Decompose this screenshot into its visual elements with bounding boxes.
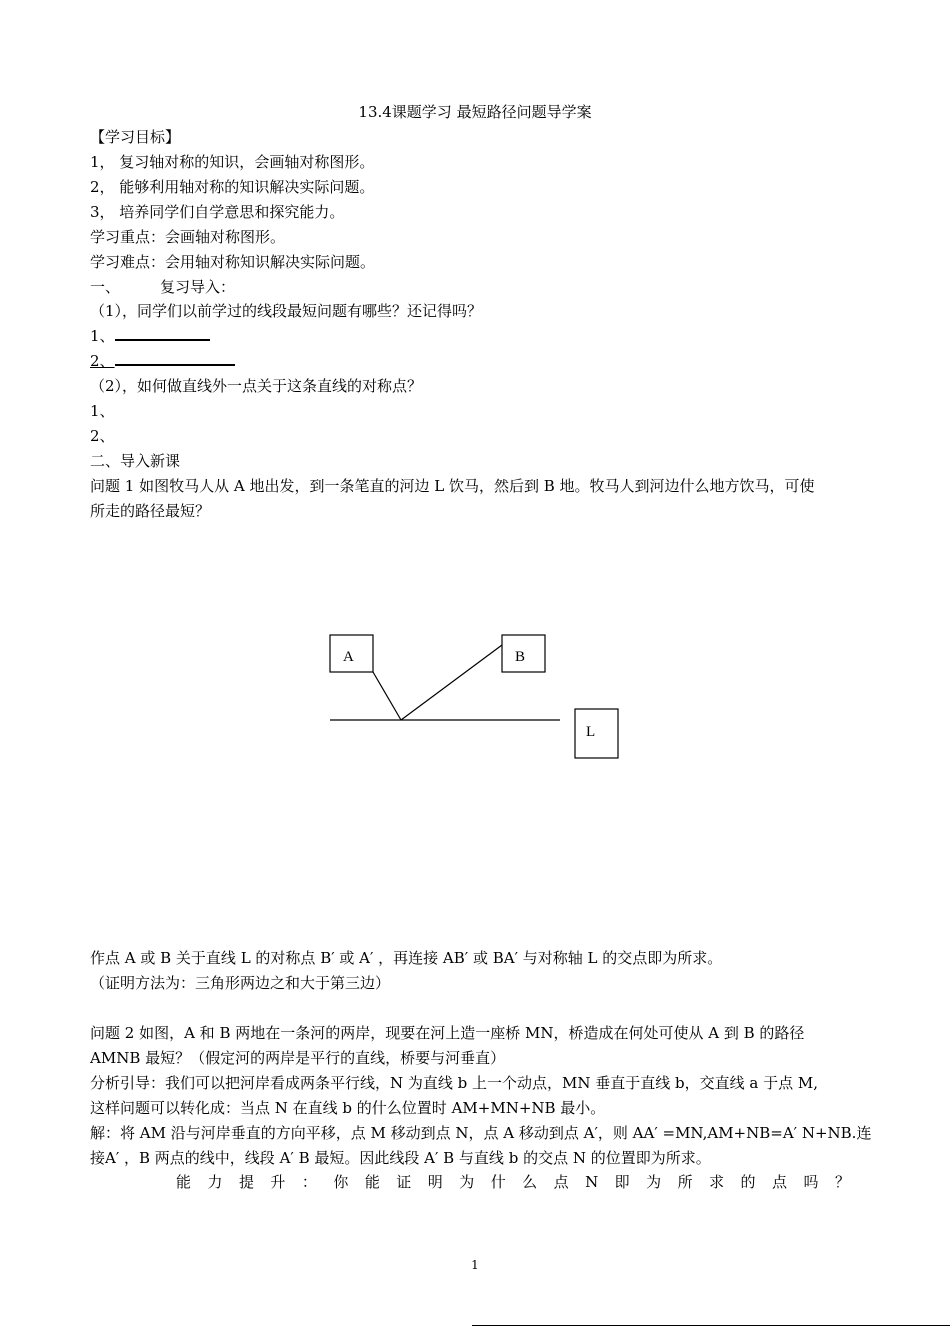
ability-char: 能 — [364, 1173, 380, 1191]
ability-char: 提 — [238, 1173, 254, 1191]
review-question-2: （2），如何做直线外一点关于这条直线的对称点？ — [90, 377, 423, 395]
new-lesson-heading: 二、导入新课 — [90, 452, 181, 470]
analysis-line-1: 分析引导：我们可以把河岸看成两条平行线，N 为直线 b 上一个动点，MN 垂直于直线 b，交直线 a 于点 M, — [90, 1074, 819, 1092]
ability-char: 能 — [176, 1173, 192, 1191]
difficulty: 学习难点：会用轴对称知识解决实际问题。 — [90, 253, 376, 271]
page-number: 1 — [471, 1258, 479, 1272]
path-segment-a — [373, 672, 401, 720]
answer-line-4: 2、 — [90, 427, 115, 445]
answer-number: 2、 — [90, 352, 115, 370]
ability-char: 点 — [772, 1173, 788, 1191]
solution-line-1: 解：将 AM 沿与河岸垂直的方向平移，点 M 移动到点 N，点 A 移动到点 A′，则 AA′ =MN,AM+NB=A′ N+NB.连 — [90, 1124, 872, 1142]
point-label-b: B — [515, 649, 526, 665]
problem-2-line-1: 问题 2 如图，A 和 B 两地在一条河的两岸，现要在河上造一座桥 MN，桥造成在何处可使从 A 到 B 的路径 — [90, 1024, 805, 1042]
proof-note: （证明方法为：三角形两边之和大于第三边） — [90, 974, 391, 992]
objective-item: 2， 能够利用轴对称的知识解决实际问题。 — [90, 178, 375, 196]
ability-char: 为 — [459, 1173, 475, 1191]
method-text: 作点 A 或 B 关于直线 L 的对称点 B′ 或 A′ ，再连接 AB′ 或 BA′ 与对称轴 L 的交点即为所求。 — [90, 949, 723, 967]
ability-char: 为 — [646, 1173, 662, 1191]
ability-char: 力 — [207, 1173, 223, 1191]
review-heading-number: 一、 — [90, 278, 121, 296]
problem-2-line-2: AMNB 最短？（假定河的两岸是平行的直线，桥要与河垂直） — [90, 1049, 506, 1067]
line-label-l: L — [586, 724, 596, 740]
ability-char: 点 — [553, 1173, 569, 1191]
point-label-a: A — [343, 649, 354, 665]
ability-char: 你 — [333, 1173, 349, 1191]
objective-item: 1， 复习轴对称的知识，会画轴对称图形。 — [90, 153, 375, 171]
path-segment-b — [401, 645, 502, 720]
ability-char: 吗 — [803, 1173, 819, 1191]
ability-prompt — [176, 1172, 850, 1192]
ability-char: 升 — [270, 1173, 286, 1191]
ability-char: ： — [301, 1173, 317, 1191]
ability-char: N — [585, 1173, 599, 1191]
ability-char: 明 — [427, 1173, 443, 1191]
analysis-line-2: 这样问题可以转化成：当点 N 在直线 b 的什么位置时 AM+MN+NB 最小。 — [90, 1099, 606, 1117]
ability-char: 什 — [490, 1173, 506, 1191]
ability-char: ？ — [834, 1173, 850, 1191]
answer-number: 1、 — [90, 327, 115, 345]
footer-rule — [472, 1325, 950, 1326]
ability-char: 求 — [709, 1173, 725, 1191]
ability-char: 么 — [522, 1173, 538, 1191]
ability-char: 所 — [677, 1173, 693, 1191]
problem-1-line-1: 问题 1 如图牧马人从 A 地出发，到一条笔直的河边 L 饮马，然后到 B 地。牧马人到河边什么地方饮马，可使 — [90, 477, 815, 495]
ability-char: 的 — [740, 1173, 756, 1191]
page-title: 13.4课题学习 最短路径问题导学案 — [358, 103, 592, 121]
objectives-heading: 【学习目标】 — [90, 128, 181, 146]
review-heading-text: 复习导入： — [160, 278, 236, 296]
ability-char: 即 — [614, 1173, 630, 1191]
label-box-l — [575, 709, 618, 758]
key-point: 学习重点：会画轴对称图形。 — [90, 228, 286, 246]
solution-line-2: 接A′ ，B 两点的线中，线段 A′ B 最短。因此线段 A′ B 与直线 b 的交点 N 的位置即为所求。 — [90, 1149, 711, 1167]
problem-1-line-2: 所走的路径最短？ — [90, 502, 211, 520]
ability-char: 证 — [396, 1173, 412, 1191]
answer-line-3: 1、 — [90, 402, 115, 420]
review-question-1: （1），同学们以前学过的线段最短问题有哪些？还记得吗？ — [90, 302, 483, 320]
objective-item: 3， 培养同学们自学意思和探究能力。 — [90, 203, 345, 221]
